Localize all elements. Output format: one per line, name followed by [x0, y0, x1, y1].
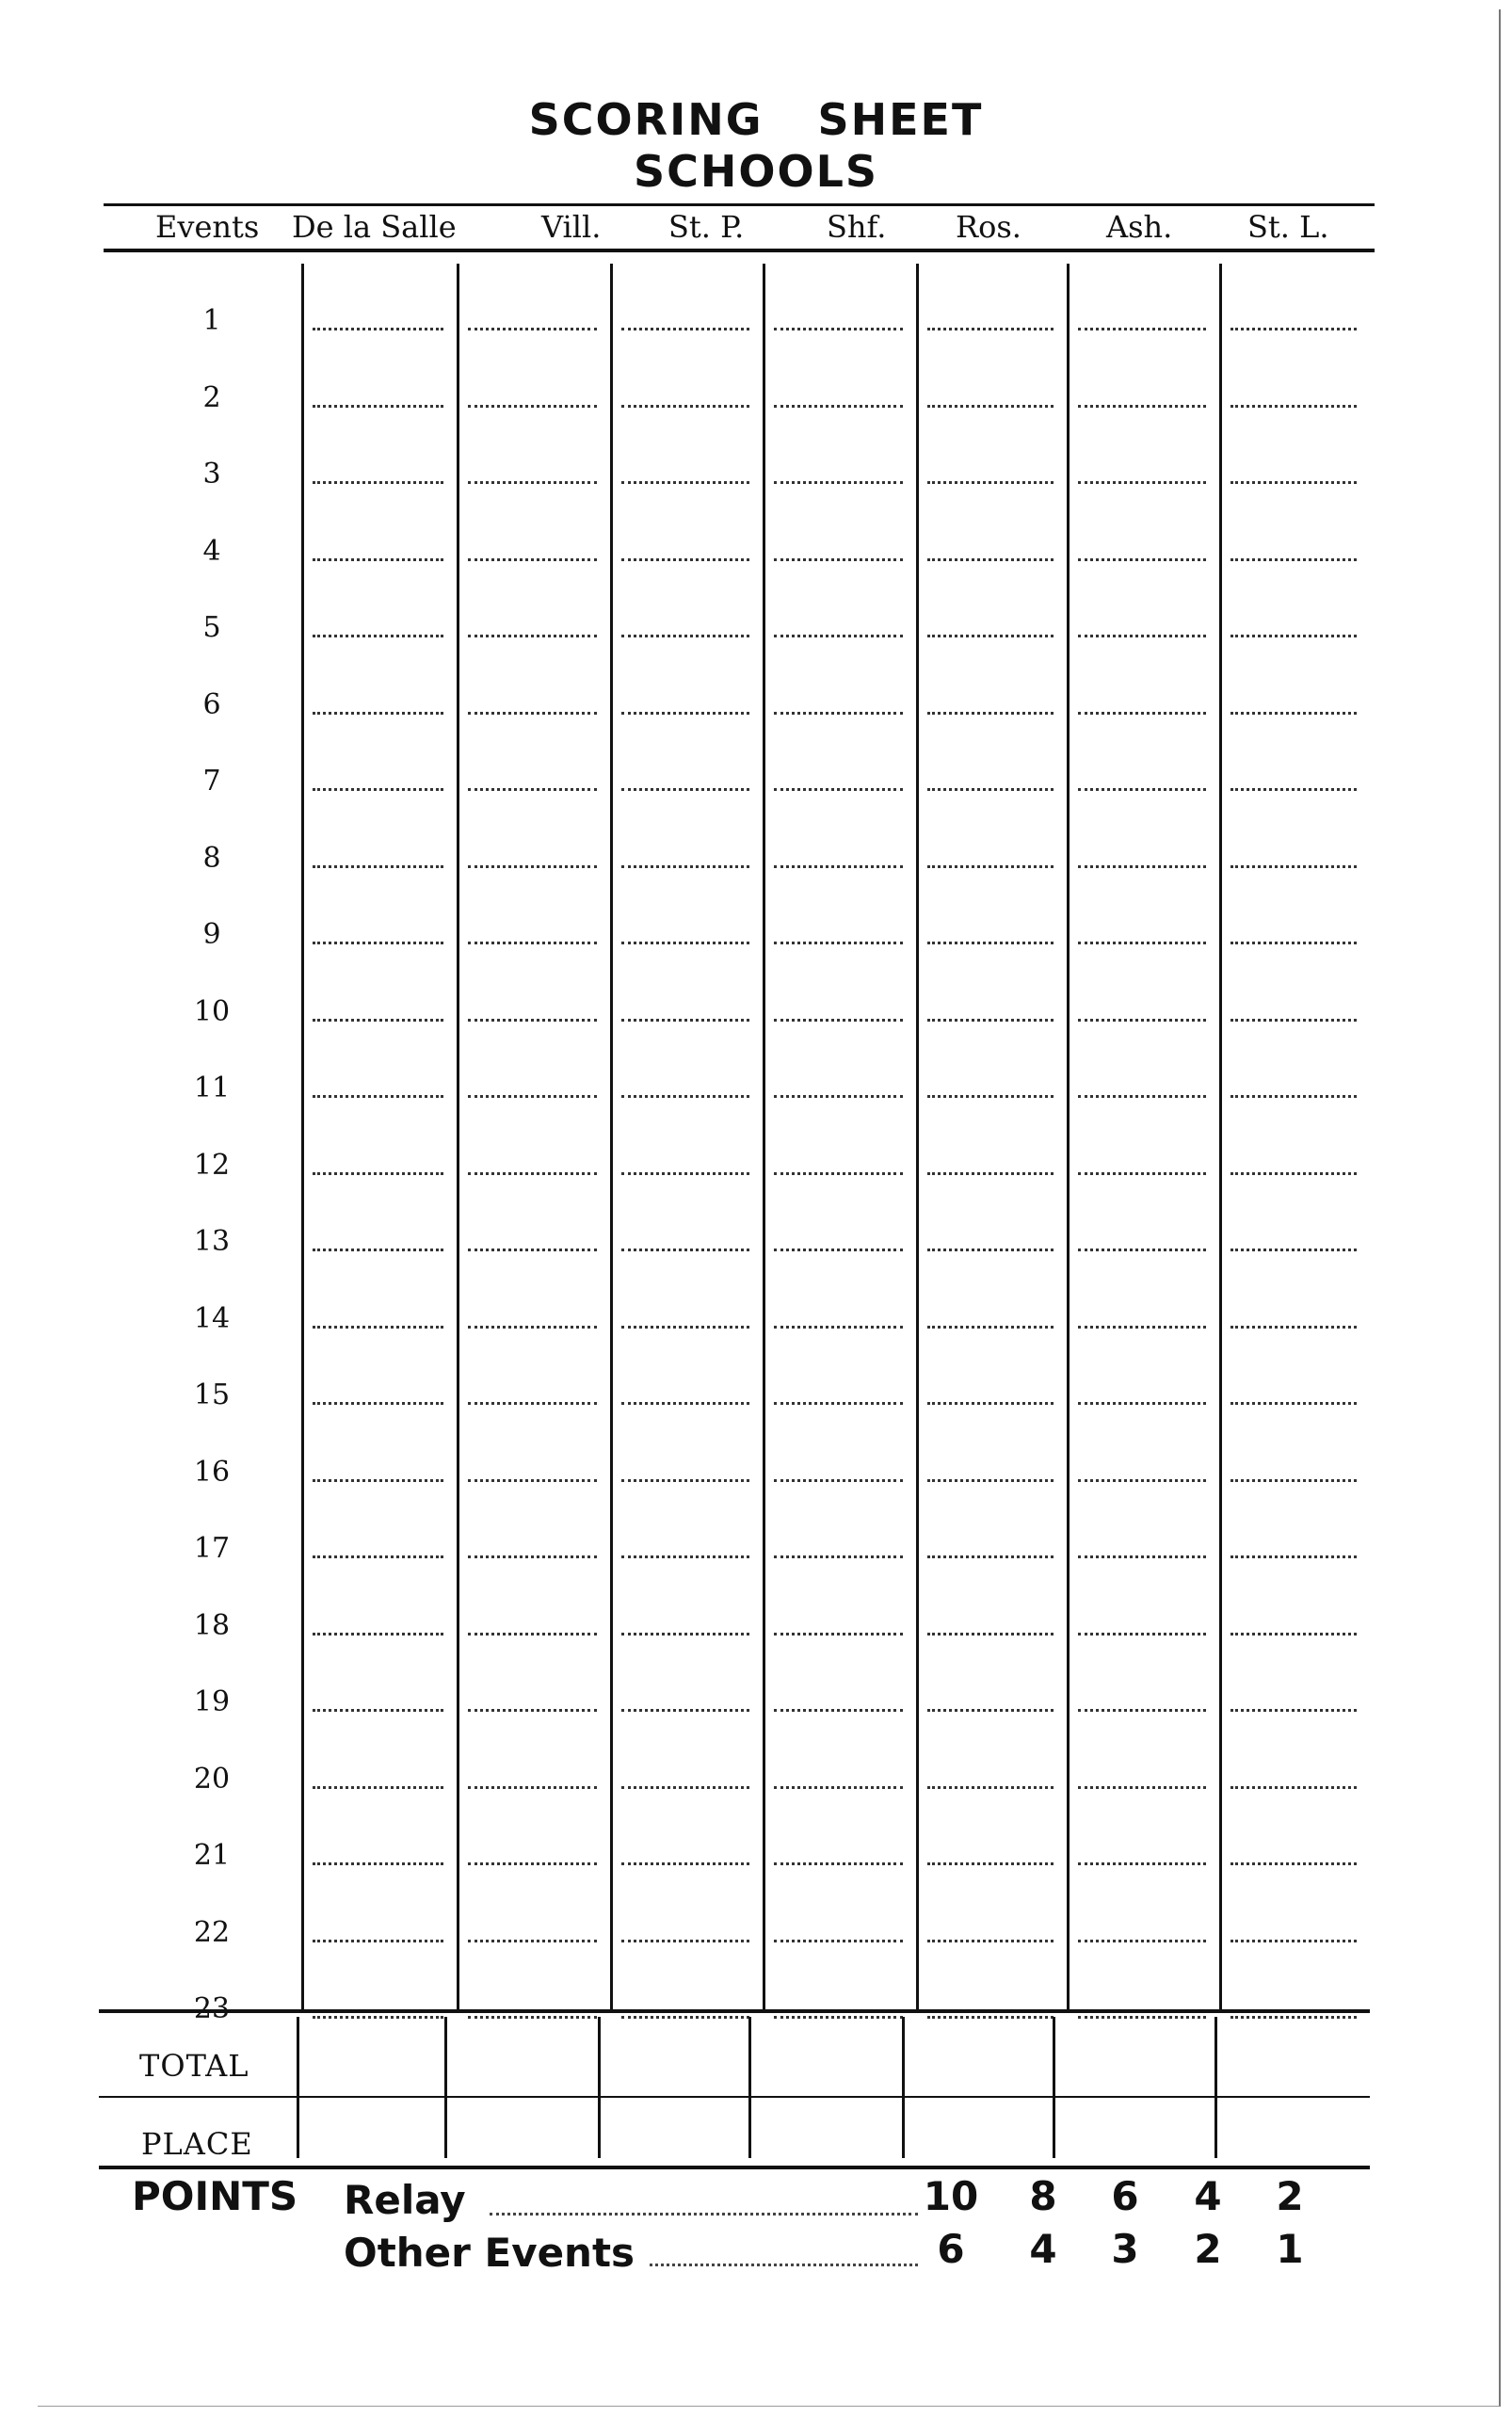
score-cell[interactable]	[774, 1786, 903, 1789]
score-cell[interactable]	[774, 1249, 903, 1251]
event-number: 3	[202, 458, 221, 491]
other-events-point-value: 2	[1194, 2226, 1222, 2272]
event-number: 12	[193, 1148, 231, 1182]
score-cell[interactable]	[1078, 1172, 1206, 1175]
event-number: 6	[202, 687, 221, 721]
event-number: 22	[193, 1915, 231, 1949]
score-cell[interactable]	[621, 1249, 749, 1251]
score-cell[interactable]	[1231, 1555, 1357, 1558]
score-cell[interactable]	[927, 1402, 1054, 1405]
event-number: 20	[193, 1762, 231, 1796]
score-cell[interactable]	[468, 712, 597, 715]
score-cell[interactable]	[313, 558, 443, 561]
score-cell[interactable]	[468, 1940, 597, 1942]
score-cell[interactable]	[621, 1172, 749, 1175]
score-cell[interactable]	[1078, 865, 1206, 868]
other-events-point-value: 6	[937, 2226, 965, 2272]
score-cell[interactable]	[621, 942, 749, 944]
score-cell[interactable]	[1078, 328, 1206, 330]
summary-column-divider	[598, 2017, 601, 2158]
score-cell[interactable]	[774, 558, 903, 561]
score-cell[interactable]	[1231, 1172, 1357, 1175]
event-number: 17	[193, 1532, 231, 1565]
score-cell[interactable]	[774, 1555, 903, 1558]
score-cell[interactable]	[621, 558, 749, 561]
score-cell[interactable]	[774, 1862, 903, 1865]
score-cell[interactable]	[1231, 1786, 1357, 1789]
total-label: TOTAL	[139, 2048, 249, 2084]
score-cell[interactable]	[468, 558, 597, 561]
score-cell[interactable]	[313, 1326, 443, 1329]
score-cell[interactable]	[1078, 1709, 1206, 1712]
score-cell[interactable]	[1078, 788, 1206, 791]
other-events-point-value: 3	[1111, 2226, 1139, 2272]
score-cell[interactable]	[313, 1862, 443, 1865]
score-cell[interactable]	[621, 635, 749, 637]
score-cell[interactable]	[1231, 1709, 1357, 1712]
summary-column-divider	[748, 2017, 751, 2158]
score-cell[interactable]	[468, 1479, 597, 1482]
column-headers	[104, 209, 1375, 247]
score-cell[interactable]	[313, 712, 443, 715]
score-cell[interactable]	[774, 1479, 903, 1482]
relay-point-value: 2	[1276, 2173, 1304, 2219]
score-cell[interactable]	[774, 1095, 903, 1098]
score-cell[interactable]	[927, 405, 1054, 408]
event-number: 14	[193, 1301, 231, 1335]
score-cell[interactable]	[1231, 1940, 1357, 1942]
score-cell[interactable]	[468, 865, 597, 868]
score-cell[interactable]	[621, 712, 749, 715]
score-cell[interactable]	[1231, 1633, 1357, 1636]
sheet-border	[38, 9, 1501, 2407]
score-cell[interactable]	[927, 942, 1054, 944]
place-label: PLACE	[141, 2126, 253, 2162]
score-cell[interactable]	[774, 1019, 903, 1022]
score-cell[interactable]	[1078, 1786, 1206, 1789]
sheet-subtitle: SCHOOLS	[633, 146, 879, 197]
event-number: 9	[202, 918, 221, 951]
score-cell[interactable]	[313, 942, 443, 944]
score-cell[interactable]	[1231, 328, 1357, 330]
score-cell[interactable]	[1231, 865, 1357, 868]
score-cell[interactable]	[313, 1479, 443, 1482]
score-cell[interactable]	[621, 1095, 749, 1098]
other-events-label: Other Events	[344, 2230, 635, 2276]
score-cell[interactable]	[1078, 1326, 1206, 1329]
score-cell[interactable]	[927, 1940, 1054, 1942]
score-cell[interactable]	[927, 558, 1054, 561]
col-header-ash: Ash.	[1106, 209, 1173, 245]
score-cell[interactable]	[927, 1479, 1054, 1482]
summary-column-divider	[297, 2017, 299, 2158]
score-cell[interactable]	[1078, 1940, 1206, 1942]
relay-point-value: 8	[1029, 2173, 1057, 2219]
score-cell[interactable]	[1231, 2016, 1357, 2019]
score-cell[interactable]	[927, 1172, 1054, 1175]
score-cell[interactable]	[774, 1709, 903, 1712]
summary-column-divider	[1214, 2017, 1217, 2158]
event-number: 11	[193, 1072, 231, 1104]
score-cell[interactable]	[621, 1019, 749, 1022]
score-cell[interactable]	[621, 1786, 749, 1789]
score-cell[interactable]	[468, 1709, 597, 1712]
events-bottom-rule	[99, 2009, 1370, 2013]
score-cell[interactable]	[1078, 1249, 1206, 1251]
score-cell[interactable]	[927, 788, 1054, 791]
score-cell[interactable]	[621, 1940, 749, 1942]
score-cell[interactable]	[468, 635, 597, 637]
score-cell[interactable]	[927, 1555, 1054, 1558]
score-cell[interactable]	[774, 865, 903, 868]
event-number: 15	[193, 1378, 231, 1411]
score-cell[interactable]	[621, 481, 749, 484]
score-cell[interactable]	[313, 481, 443, 484]
score-cell[interactable]	[313, 865, 443, 868]
column-divider	[301, 264, 304, 2010]
score-cell[interactable]	[468, 405, 597, 408]
relay-leader-dots	[490, 2213, 918, 2216]
score-cell[interactable]	[313, 788, 443, 791]
score-cell[interactable]	[313, 635, 443, 637]
score-cell[interactable]	[621, 788, 749, 791]
score-cell[interactable]	[468, 1249, 597, 1251]
score-cell[interactable]	[774, 2016, 903, 2019]
score-cell[interactable]	[468, 1633, 597, 1636]
other-events-leader-dots	[650, 2264, 918, 2266]
score-cell[interactable]	[774, 1633, 903, 1636]
score-cell[interactable]	[1231, 1019, 1357, 1022]
score-cell[interactable]	[621, 1326, 749, 1329]
score-cell[interactable]	[1231, 1249, 1357, 1251]
column-divider	[916, 264, 919, 2010]
col-header-st-l: St. L.	[1247, 209, 1329, 245]
score-cell[interactable]	[621, 1862, 749, 1865]
score-cell[interactable]	[774, 1326, 903, 1329]
score-cell[interactable]	[313, 1019, 443, 1022]
score-cell[interactable]	[621, 1555, 749, 1558]
event-number: 10	[193, 994, 231, 1028]
column-divider	[1219, 264, 1222, 2010]
score-cell[interactable]	[468, 2016, 597, 2019]
header-top-rule	[104, 203, 1375, 206]
relay-label: Relay	[344, 2177, 466, 2223]
score-cell[interactable]	[774, 1172, 903, 1175]
score-cell[interactable]	[468, 1326, 597, 1329]
score-cell[interactable]	[1231, 405, 1357, 408]
score-cell[interactable]	[1078, 405, 1206, 408]
score-cell[interactable]	[1078, 481, 1206, 484]
score-cell[interactable]	[1078, 942, 1206, 944]
column-divider	[610, 264, 613, 2010]
score-cell[interactable]	[468, 1402, 597, 1405]
score-cell[interactable]	[1231, 1326, 1357, 1329]
event-number: 7	[202, 765, 221, 798]
score-cell[interactable]	[1231, 1479, 1357, 1482]
points-heading: POINTS	[132, 2173, 298, 2219]
score-cell[interactable]	[774, 942, 903, 944]
score-cell[interactable]	[621, 1633, 749, 1636]
score-cell[interactable]	[1231, 635, 1357, 637]
score-cell[interactable]	[1078, 1402, 1206, 1405]
score-cell[interactable]	[468, 1019, 597, 1022]
header-bottom-rule	[104, 249, 1375, 252]
score-cell[interactable]	[774, 328, 903, 330]
event-number: 19	[193, 1685, 231, 1718]
relay-point-value: 4	[1194, 2173, 1222, 2219]
score-cell[interactable]	[1078, 1555, 1206, 1558]
score-cell[interactable]	[313, 405, 443, 408]
score-cell[interactable]	[774, 635, 903, 637]
score-cell[interactable]	[468, 481, 597, 484]
score-cell[interactable]	[468, 942, 597, 944]
score-cell[interactable]	[313, 1249, 443, 1251]
score-cell[interactable]	[927, 481, 1054, 484]
col-header-events: Events	[155, 209, 260, 245]
score-cell[interactable]	[927, 1249, 1054, 1251]
score-cell[interactable]	[621, 1709, 749, 1712]
score-cell[interactable]	[927, 712, 1054, 715]
score-cell[interactable]	[1078, 1019, 1206, 1022]
score-cell[interactable]	[1231, 942, 1357, 944]
score-cell[interactable]	[313, 1402, 443, 1405]
score-cell[interactable]	[927, 1095, 1054, 1098]
score-cell[interactable]	[1078, 558, 1206, 561]
summary-column-divider	[444, 2017, 447, 2158]
summary-column-divider	[1053, 2017, 1055, 2158]
event-number: 18	[193, 1608, 231, 1642]
score-cell[interactable]	[927, 1786, 1054, 1789]
score-cell[interactable]	[774, 1940, 903, 1942]
event-number: 1	[202, 304, 221, 337]
score-cell[interactable]	[468, 1172, 597, 1175]
column-divider	[1067, 264, 1070, 2010]
score-cell[interactable]	[1231, 712, 1357, 715]
event-number: 13	[193, 1225, 231, 1258]
score-cell[interactable]	[1231, 1402, 1357, 1405]
score-cell[interactable]	[313, 1633, 443, 1636]
event-number: 2	[202, 380, 221, 414]
score-cell[interactable]	[313, 328, 443, 330]
score-cell[interactable]	[621, 865, 749, 868]
score-cell[interactable]	[1078, 1095, 1206, 1098]
summary-column-divider	[902, 2017, 905, 2158]
score-cell[interactable]	[621, 405, 749, 408]
score-cell[interactable]	[1078, 1862, 1206, 1865]
event-number: 5	[202, 611, 221, 644]
score-cell[interactable]	[774, 405, 903, 408]
score-cell[interactable]	[774, 788, 903, 791]
score-cell[interactable]	[927, 2016, 1054, 2019]
score-cell[interactable]	[927, 1709, 1054, 1712]
score-cell[interactable]	[621, 328, 749, 330]
col-header-shf: Shf.	[827, 209, 887, 245]
score-cell[interactable]	[313, 1095, 443, 1098]
score-cell[interactable]	[313, 1172, 443, 1175]
relay-point-value: 10	[923, 2173, 979, 2219]
score-cell[interactable]	[774, 712, 903, 715]
event-number: 8	[202, 841, 221, 875]
col-header-ros: Ros.	[956, 209, 1021, 245]
score-cell[interactable]	[313, 2016, 443, 2019]
event-number: 16	[193, 1455, 231, 1489]
score-cell[interactable]	[927, 1862, 1054, 1865]
col-header-de-la-salle: De la Salle	[292, 209, 457, 245]
score-cell[interactable]	[927, 328, 1054, 330]
score-cell[interactable]	[774, 1402, 903, 1405]
score-cell[interactable]	[1078, 1479, 1206, 1482]
score-cell[interactable]	[468, 328, 597, 330]
other-events-point-value: 4	[1029, 2226, 1057, 2272]
other-events-point-value: 1	[1276, 2226, 1304, 2272]
score-cell[interactable]	[774, 481, 903, 484]
summary-middle-rule	[99, 2096, 1370, 2098]
score-cell[interactable]	[1231, 558, 1357, 561]
column-divider	[457, 264, 459, 2010]
score-cell[interactable]	[468, 1095, 597, 1098]
sheet-title: SCORING SHEET	[528, 94, 984, 145]
score-cell[interactable]	[468, 1786, 597, 1789]
score-cell[interactable]	[621, 2016, 749, 2019]
score-cell[interactable]	[1231, 788, 1357, 791]
score-cell[interactable]	[1231, 1095, 1357, 1098]
score-cell[interactable]	[1078, 1633, 1206, 1636]
score-cell[interactable]	[468, 1555, 597, 1558]
event-number: 21	[193, 1839, 231, 1872]
relay-point-value: 6	[1111, 2173, 1139, 2219]
score-cell[interactable]	[1078, 712, 1206, 715]
score-cell[interactable]	[1078, 635, 1206, 637]
score-cell[interactable]	[927, 635, 1054, 637]
score-cell[interactable]	[927, 1326, 1054, 1329]
score-cell[interactable]	[1231, 481, 1357, 484]
score-cell[interactable]	[313, 1786, 443, 1789]
col-header-st-p: St. P.	[668, 209, 745, 245]
col-header-vill: Vill.	[541, 209, 602, 245]
event-number: 4	[202, 534, 221, 568]
score-cell[interactable]	[313, 1940, 443, 1942]
score-cell[interactable]	[1231, 1862, 1357, 1865]
score-cell[interactable]	[468, 788, 597, 791]
score-cell[interactable]	[927, 1019, 1054, 1022]
score-cell[interactable]	[1078, 2016, 1206, 2019]
score-cell[interactable]	[621, 1402, 749, 1405]
score-cell[interactable]	[468, 1862, 597, 1865]
score-cell[interactable]	[313, 1555, 443, 1558]
score-cell[interactable]	[927, 1633, 1054, 1636]
score-cell[interactable]	[313, 1709, 443, 1712]
score-cell[interactable]	[927, 865, 1054, 868]
summary-bottom-rule	[99, 2166, 1370, 2169]
score-cell[interactable]	[621, 1479, 749, 1482]
column-divider	[763, 264, 765, 2010]
